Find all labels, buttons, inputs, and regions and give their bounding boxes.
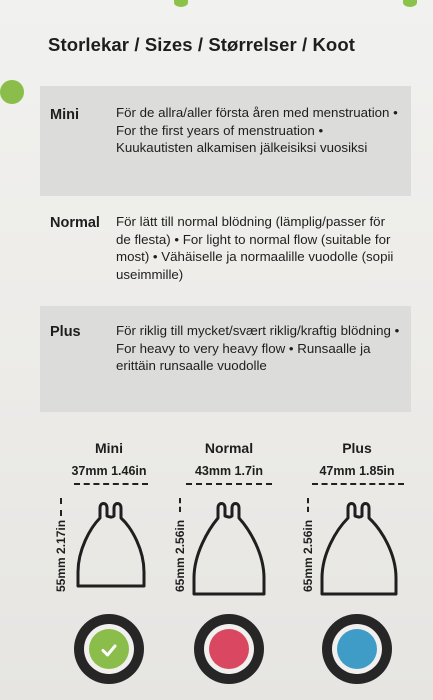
color-dot-normal — [209, 629, 249, 669]
color-dot-mini — [89, 629, 129, 669]
cup-plus — [292, 440, 422, 695]
green-dot-decoration — [0, 80, 24, 104]
page-title: Storlekar / Sizes / Størrelser / Koot — [48, 34, 355, 55]
cup-width-normal: 43mm 1.7in — [194, 464, 264, 478]
size-name-normal: Normal — [50, 215, 100, 231]
cup-width-mini: 37mm 1.46in — [71, 464, 147, 478]
color-ring-mini — [74, 614, 144, 684]
cup-name-normal: Normal — [204, 440, 254, 456]
menstrual-cup-icon — [318, 500, 400, 604]
width-dash-line — [312, 483, 404, 485]
width-dash-line — [74, 483, 148, 485]
height-dash-line — [307, 498, 309, 512]
size-description-mini: För de allra/aller första åren med menstruation • For the first years of menstruation • Kuukautisten alkamisen jälkeisiksi vuosiksi — [116, 105, 398, 155]
menstrual-cup-icon — [74, 500, 148, 596]
cup-height-mini: 55mm 2.17in — [54, 519, 68, 592]
cup-height-plus: 65mm 2.56in — [301, 519, 315, 592]
color-ring-plus — [322, 614, 392, 684]
menstrual-cup-icon — [190, 500, 268, 604]
height-dash-line — [60, 498, 62, 516]
size-name-plus: Plus — [50, 324, 81, 340]
size-row-mini — [40, 86, 411, 196]
size-name-mini: Mini — [50, 107, 79, 123]
leaf-decoration — [403, 0, 417, 7]
cup-normal — [164, 440, 294, 695]
color-ring-normal — [194, 614, 264, 684]
size-description-normal: För lätt till normal blödning (lämplig/passer för de flesta) • For light to normal flow (suitable for most) • Vähäiselle ja normaalille vuodolle (sopii useimmille) — [116, 214, 394, 282]
color-dot-plus — [337, 629, 377, 669]
cup-mini — [44, 440, 174, 695]
width-dash-line — [186, 483, 272, 485]
cup-name-mini: Mini — [95, 440, 123, 456]
leaf-decoration — [174, 0, 188, 7]
size-row-plus — [40, 306, 411, 412]
cup-name-plus: Plus — [342, 440, 372, 456]
cup-width-plus: 47mm 1.85in — [319, 464, 395, 478]
height-dash-line — [179, 498, 181, 512]
size-row-normal — [40, 196, 411, 306]
cup-height-normal: 65mm 2.56in — [173, 519, 187, 592]
size-description-plus: För riklig till mycket/svært riklig/kraftig blödning • For heavy to very heavy flow • Runsaalle ja erittäin runsaalle vuodolle — [116, 323, 400, 373]
check-icon — [100, 641, 118, 659]
